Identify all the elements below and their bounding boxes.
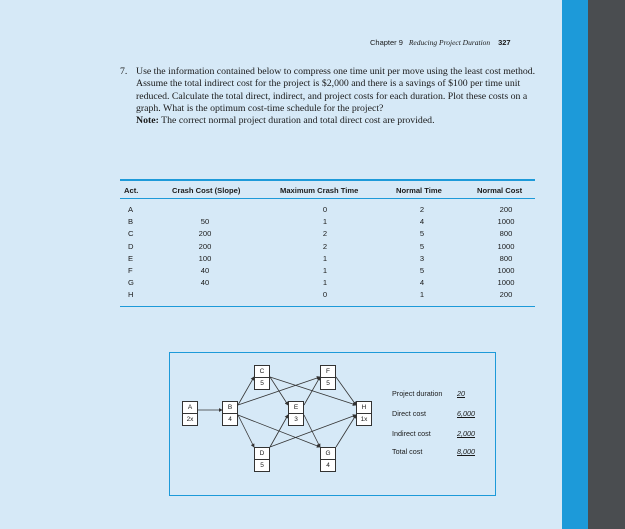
note-label: Note: [136, 115, 159, 127]
cell-max-crash-time: 2 [322, 241, 328, 251]
node-f-duration: 5 [320, 378, 336, 390]
node-d [254, 447, 270, 472]
summary-value: 2,000 [457, 429, 475, 438]
cell-normal-cost: 1000 [497, 278, 515, 288]
summary-value: 6,000 [457, 409, 475, 418]
cell-normal-cost: 1000 [497, 266, 515, 275]
node-h-label: H [356, 401, 372, 414]
page-number: 327 [498, 38, 511, 47]
node-b-label: B [222, 401, 238, 414]
page-edge-blue [562, 0, 588, 529]
node-a-label: A [182, 401, 198, 414]
note-text: The correct normal project duration and total direct cost are provided. [161, 115, 435, 127]
node-c-duration: 5 [254, 378, 270, 390]
node-a [182, 401, 198, 426]
cell-normal-cost: 800 [499, 253, 513, 263]
cell-normal-time: 5 [419, 241, 425, 251]
cell-activity: G [128, 278, 134, 288]
cell-normal-cost: 800 [499, 229, 513, 239]
arrow-b-c [238, 377, 254, 405]
node-g [320, 447, 336, 472]
cell-activity: E [128, 253, 134, 263]
cell-crash-cost: 50 [200, 217, 210, 227]
col-header-max-crash-time: Maximum Crash Time [280, 186, 359, 195]
arrow-g-h [336, 415, 356, 447]
node-f [320, 365, 336, 390]
cell-max-crash-time: 0 [322, 205, 328, 214]
summary-direct-cost [392, 409, 475, 418]
question-note [136, 115, 538, 127]
cell-activity: B [128, 217, 134, 227]
question-text: Use the information contained below to compress one time unit per move using the least cost method. Assume the total indirect cost for the project is $2,000 and there is a savings of $100 per time unit reduced. Calculate the total direct, indirect, and project costs for each duration. Plot these costs on a graph. What is the optimum cost-time schedule for the project? [136, 66, 536, 114]
cell-normal-cost: 1000 [497, 241, 515, 251]
cell-normal-time: 5 [419, 266, 425, 275]
node-e-label: E [288, 401, 304, 414]
cell-normal-time: 3 [419, 253, 425, 263]
summary-label: Direct cost [392, 409, 426, 418]
node-b [222, 401, 238, 426]
chapter-title: Reducing Project Duration [408, 38, 491, 47]
table-rule-header [120, 198, 535, 199]
chapter-label: Chapter 9 [370, 38, 403, 47]
node-e-duration: 3 [288, 414, 304, 426]
cell-normal-time: 5 [419, 229, 425, 239]
col-header-normal-time: Normal Time [396, 186, 442, 195]
summary-label: Total cost [392, 447, 423, 456]
arrow-c-h [270, 377, 356, 405]
node-c-label: C [254, 365, 270, 378]
question-number: 7. [120, 66, 128, 77]
node-h [356, 401, 372, 426]
node-c [254, 365, 270, 390]
network-diagram [169, 352, 496, 496]
node-e [288, 401, 304, 426]
page-header [370, 38, 511, 47]
summary-total-cost [392, 447, 475, 456]
col-header-crash-cost: Crash Cost (Slope) [172, 186, 241, 195]
cell-activity: C [128, 229, 134, 239]
cell-max-crash-time: 1 [322, 266, 328, 275]
cell-max-crash-time: 1 [322, 217, 328, 227]
node-g-label: G [320, 447, 336, 460]
node-h-duration: 1x [356, 414, 372, 426]
cell-crash-cost: 100 [198, 253, 212, 263]
arrow-f-h [336, 377, 356, 405]
summary-value: 8,000 [457, 447, 475, 456]
cell-crash-cost: 200 [198, 241, 212, 251]
node-d-label: D [254, 447, 270, 460]
col-header-normal-cost: Normal Cost [477, 186, 523, 195]
arrow-d-h [270, 415, 356, 447]
cell-max-crash-time: 1 [322, 278, 328, 288]
cell-normal-time: 4 [419, 217, 425, 227]
cell-activity: A [128, 205, 134, 214]
cell-normal-time: 2 [419, 205, 425, 214]
cell-crash-cost: 40 [200, 278, 210, 288]
arrow-b-d [238, 415, 254, 447]
node-g-duration: 4 [320, 460, 336, 472]
summary-label: Indirect cost [392, 429, 431, 438]
exercise-question [120, 66, 538, 127]
node-d-duration: 5 [254, 460, 270, 472]
node-f-label: F [320, 365, 336, 378]
cell-normal-cost: 200 [499, 205, 513, 214]
cell-activity: D [128, 241, 134, 251]
cell-max-crash-time: 2 [322, 229, 328, 239]
cell-normal-time: 1 [419, 290, 425, 300]
col-header-activity: Act. [124, 186, 139, 195]
summary-value: 20 [457, 389, 465, 398]
cell-normal-time: 4 [419, 278, 425, 288]
summary-project-duration [392, 389, 465, 398]
cell-crash-cost: 200 [198, 229, 212, 239]
cell-crash-cost: 40 [200, 266, 210, 275]
summary-indirect-cost [392, 429, 475, 438]
cell-max-crash-time: 1 [322, 253, 328, 263]
arrow-b-g [238, 415, 320, 447]
viewer-background [588, 0, 625, 529]
cell-activity: H [128, 290, 134, 300]
cell-normal-cost: 200 [499, 290, 513, 300]
cell-activity: F [128, 266, 133, 275]
arrow-b-f [238, 377, 320, 405]
table-rule-top [120, 179, 535, 181]
node-a-duration: 2x [182, 414, 198, 426]
node-b-duration: 4 [222, 414, 238, 426]
table-rule-bottom [120, 306, 535, 307]
cell-max-crash-time: 0 [322, 290, 328, 300]
summary-label: Project duration [392, 389, 443, 398]
cell-normal-cost: 1000 [497, 217, 515, 227]
